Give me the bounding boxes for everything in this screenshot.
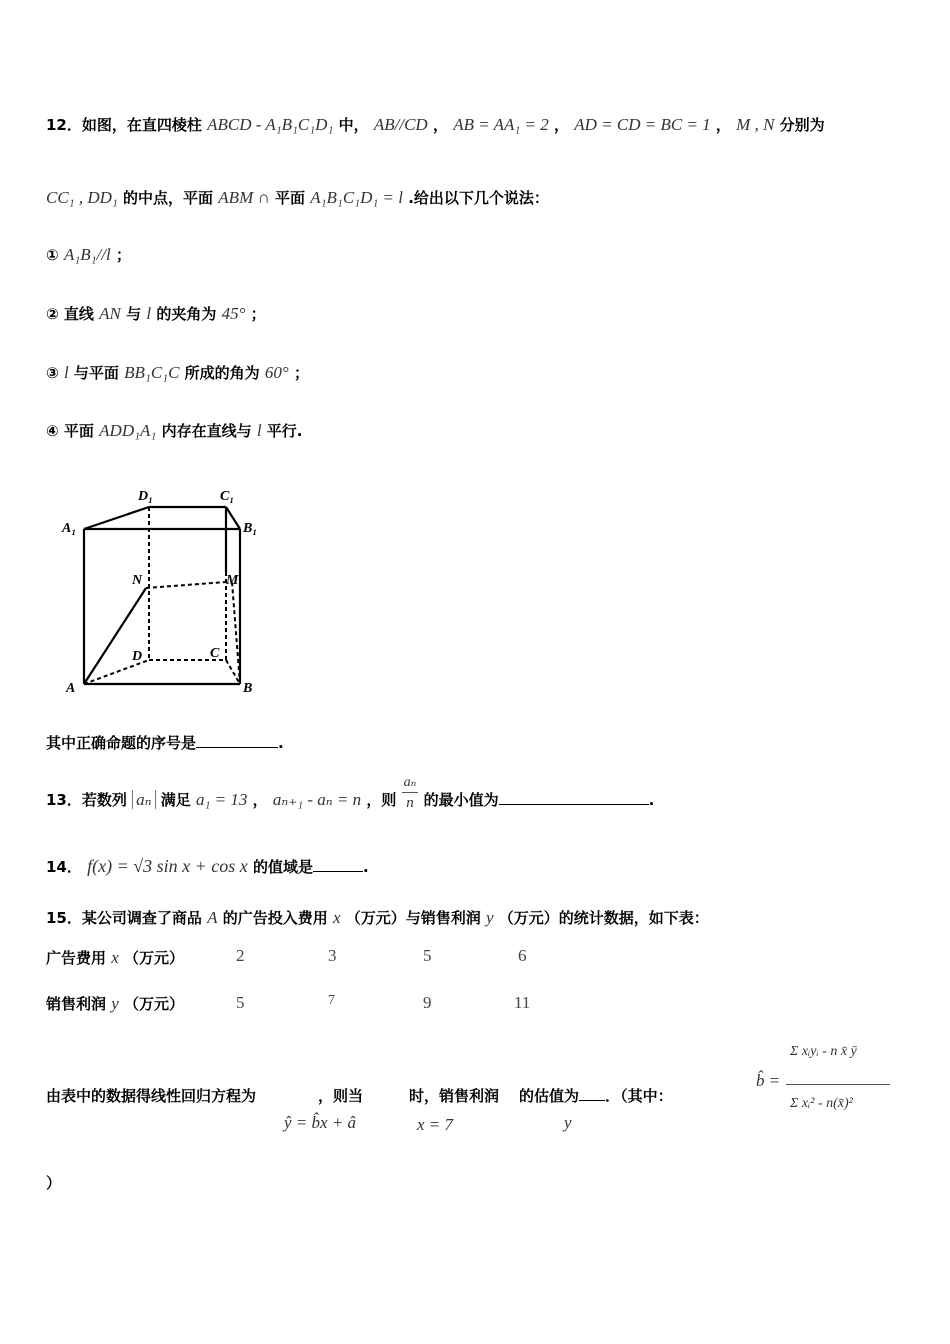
text: . xyxy=(363,858,369,876)
line-l: l xyxy=(256,421,262,440)
text: 与平面 xyxy=(73,364,119,382)
text: ； xyxy=(250,305,266,323)
text: 中， xyxy=(338,116,369,134)
statement-2 xyxy=(46,303,266,324)
equation: AD = CD = BC = 1 xyxy=(574,115,711,134)
table-row-label xyxy=(46,993,184,1014)
q12-line2 xyxy=(46,187,549,208)
statement-marker: ④ 平面 xyxy=(46,422,94,440)
text: 所成的角为 xyxy=(184,364,260,382)
label-b: B xyxy=(243,681,253,696)
q12-number: 12．如图，在直四棱柱 xyxy=(46,116,202,134)
text: ．（其中： xyxy=(605,1087,673,1105)
b-hat-denominator: Σ xᵢ² - n(x̄)² xyxy=(790,1096,853,1111)
line-bm xyxy=(232,582,240,684)
closing-paren: ） xyxy=(46,1174,62,1192)
text: . xyxy=(648,791,655,809)
line-l: l xyxy=(146,304,152,323)
edge-cb xyxy=(226,660,240,684)
parallel-expr: AB//CD xyxy=(373,115,428,134)
table-cell: 2 xyxy=(236,946,245,965)
q15-question xyxy=(46,1085,673,1106)
regression-equation: ŷ = b̂x + â xyxy=(284,1113,357,1132)
label-m: M xyxy=(226,573,239,588)
line-nm xyxy=(146,582,226,588)
var-y: y xyxy=(486,908,494,927)
edge-c1b1 xyxy=(226,507,240,529)
var-x: x xyxy=(332,908,341,927)
q12-line1 xyxy=(46,114,825,135)
q15-close xyxy=(46,1172,61,1193)
text: ， xyxy=(432,116,448,134)
plane: BB₁C₁C xyxy=(124,363,180,382)
var-y: y xyxy=(111,994,119,1013)
row-label: 销售利润 xyxy=(46,995,107,1013)
label-d1: D₁ xyxy=(138,489,153,504)
text: 的广告投入费用 xyxy=(222,909,328,927)
line-l: l xyxy=(63,363,69,382)
text: （万元）的统计数据，如下表： xyxy=(498,909,709,927)
recurrence: aₙ₊₁ - aₙ = n xyxy=(272,790,362,809)
edges: CC₁ , DD₁ xyxy=(46,188,118,207)
angle: 60° xyxy=(264,363,289,382)
statement-3 xyxy=(46,362,309,383)
unit: （万元） xyxy=(124,995,185,1013)
label-d: D xyxy=(132,649,143,664)
label-a: A xyxy=(66,681,76,696)
answer-blank[interactable] xyxy=(196,733,278,748)
answer-blank[interactable] xyxy=(579,1086,605,1101)
text: .给出以下几个说法： xyxy=(408,189,549,207)
label-a1: A₁ xyxy=(62,521,77,536)
text: 的中点，平面 xyxy=(123,189,214,207)
angle: 45° xyxy=(221,304,246,323)
text: 内存在直线与 xyxy=(161,422,252,440)
plane-top: A₁B₁C₁D₁ = l xyxy=(310,188,403,207)
prism-name: ABCD - A₁B₁C₁D₁ xyxy=(207,115,334,134)
b-hat-numerator: Σ xᵢyᵢ - n x̄ ȳ xyxy=(790,1044,857,1059)
plane: ADD₁A₁ xyxy=(99,421,157,440)
label-b1: B₁ xyxy=(243,521,258,536)
edge-a1d1 xyxy=(84,507,149,529)
text: ； xyxy=(293,364,309,382)
statement-marker: ① xyxy=(46,246,59,264)
table-cell: 5 xyxy=(236,993,245,1012)
row-label: 广告费用 xyxy=(46,949,107,967)
function-expr: f(x) = √3 sin x + cos x xyxy=(87,856,248,876)
line-an: AN xyxy=(99,304,121,323)
text: 平面 xyxy=(275,189,306,207)
text: . xyxy=(278,734,284,752)
text: （万元）与销售利润 xyxy=(345,909,481,927)
prism-figure xyxy=(60,482,270,697)
text: 的夹角为 xyxy=(156,305,217,323)
table-cell: 9 xyxy=(423,993,432,1012)
text: ， xyxy=(715,116,731,134)
text: ， xyxy=(252,791,268,809)
fraction-an-over-n xyxy=(402,774,419,813)
answer-prompt: 其中正确命题的序号是 xyxy=(46,734,197,752)
q13-number: 13．若数列 xyxy=(46,791,127,809)
statement-marker: ② 直线 xyxy=(46,305,94,323)
unit: （万元） xyxy=(124,949,185,967)
q14-number: 14． xyxy=(46,858,82,876)
statement-marker: ③ xyxy=(46,364,59,382)
text: 平行. xyxy=(266,422,303,440)
points-mn: M , N xyxy=(736,115,775,134)
label-c: C xyxy=(210,646,220,661)
b-hat-formula xyxy=(756,1040,896,1135)
statement-1 xyxy=(46,244,131,265)
table-cell: 3 xyxy=(328,946,337,965)
text: 由表中的数据得线性回归方程为 xyxy=(46,1087,257,1105)
expr: A₁B₁//l xyxy=(63,245,111,264)
initial-term: a₁ = 13 xyxy=(195,790,248,809)
var-x: x xyxy=(111,948,119,967)
text: 时，销售利润 xyxy=(409,1087,500,1105)
text: 的估值为 xyxy=(519,1087,580,1105)
q13 xyxy=(46,775,655,813)
product-a: A xyxy=(207,908,218,927)
table-cell: 11 xyxy=(514,993,531,1012)
text: 的最小值为 xyxy=(423,791,499,809)
text: 分别为 xyxy=(779,116,825,134)
text: ， xyxy=(554,116,570,134)
statement-4 xyxy=(46,420,302,441)
label-n: N xyxy=(132,573,143,588)
text: 15．某公司调查了商品 xyxy=(46,909,202,927)
fraction-bar xyxy=(786,1084,890,1085)
answer-blank[interactable] xyxy=(313,857,363,872)
x-value: x = 7 xyxy=(417,1115,454,1134)
denominator: n xyxy=(406,795,414,811)
numerator: aₙ xyxy=(402,774,419,793)
text: ； xyxy=(115,246,131,264)
table-cell: 7 xyxy=(328,993,335,1008)
table-cell: 6 xyxy=(518,946,527,965)
equation: AB = AA₁ = 2 xyxy=(453,115,549,134)
var-y: y xyxy=(564,1113,572,1132)
q15-intro xyxy=(46,907,709,928)
text: 满足 xyxy=(160,791,191,809)
label-c1: C₁ xyxy=(220,489,235,504)
b-hat-label: b̂ = xyxy=(756,1071,781,1090)
plane-abm: ABM ∩ xyxy=(218,188,270,207)
table-cell: 5 xyxy=(423,946,432,965)
text: ，则当 xyxy=(318,1087,364,1105)
q12-answer-line xyxy=(46,732,284,753)
line-an xyxy=(84,588,146,684)
text: 的值域是 xyxy=(252,858,313,876)
text: 与 xyxy=(126,305,142,323)
table-row-label xyxy=(46,947,184,968)
answer-blank[interactable] xyxy=(499,790,649,805)
q14 xyxy=(46,856,369,877)
sequence: aₙ xyxy=(132,790,155,809)
text: ，则 xyxy=(366,791,397,809)
